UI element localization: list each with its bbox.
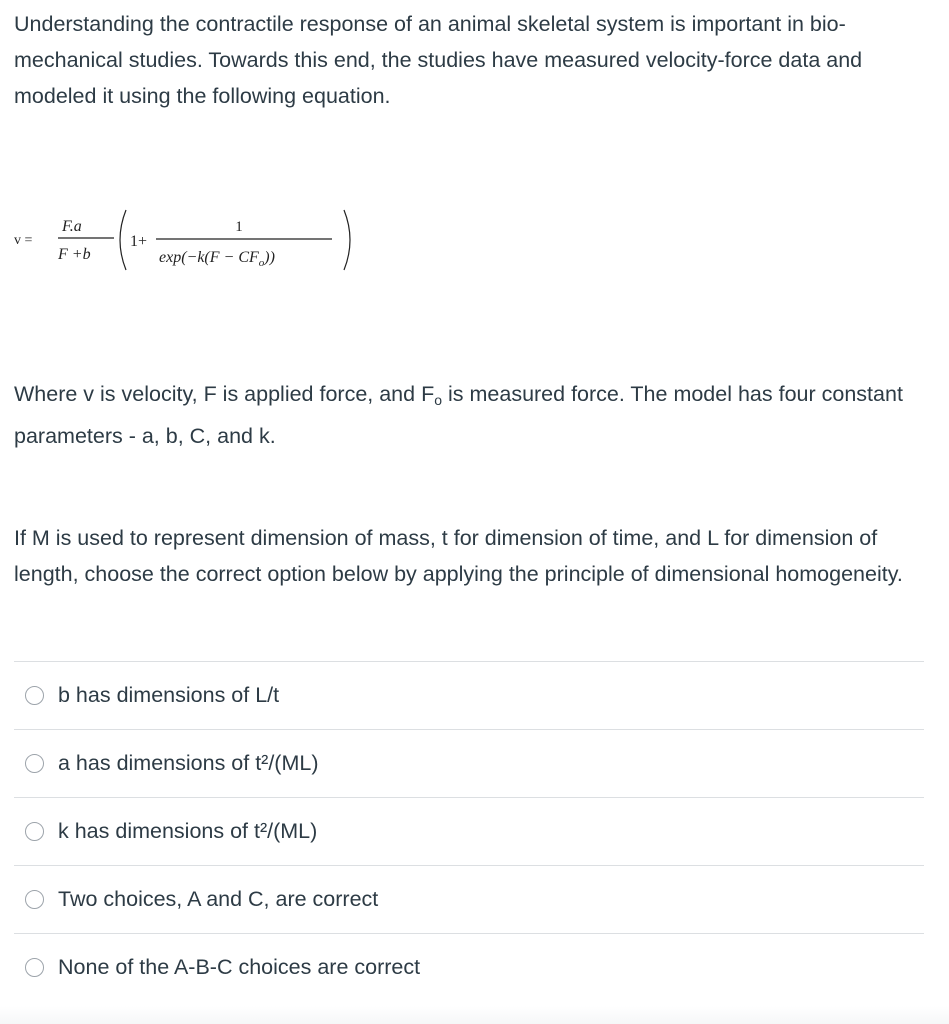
where-paragraph: [14, 376, 929, 454]
radio-button[interactable]: [25, 754, 44, 773]
question-text: [14, 6, 929, 114]
answer-option-d[interactable]: [14, 866, 924, 934]
equation-inner-numerator: 1: [235, 219, 243, 235]
answer-label[interactable]: a has dimensions of t²/(ML): [58, 751, 319, 775]
bottom-fade: [0, 1006, 949, 1024]
where-prefix: Where v is velocity, F is applied force, and F: [14, 382, 435, 406]
equation-denominator: F +b: [58, 246, 91, 263]
answer-option-c[interactable]: [14, 798, 924, 866]
equation-numerator: F.a: [62, 218, 82, 235]
dimensions-text: If M is used to represent dimension of mass, t for dimension of time, and L for dimension of length, choose the correct option below by applying the principle of dimensional homogeneity.: [14, 526, 903, 586]
answer-option-b[interactable]: [14, 730, 924, 798]
radio-button[interactable]: [25, 890, 44, 909]
dimensions-paragraph: [14, 520, 929, 592]
equation-right-paren: [344, 210, 350, 270]
equation-left-paren: [120, 210, 126, 270]
radio-button[interactable]: [25, 958, 44, 977]
question-intro: Understanding the contractile response of an animal skeletal system is important in bio-mechanical studies. Towards this end, the studies have measured velocity-force data and modeled it using the following equation.: [14, 12, 863, 108]
answer-option-e[interactable]: [14, 934, 924, 1001]
answer-label[interactable]: k has dimensions of t²/(ML): [58, 819, 318, 843]
velocity-equation: [14, 204, 374, 276]
answer-label[interactable]: None of the A-B-C choices are correct: [58, 955, 421, 979]
where-subscript: o: [434, 392, 443, 408]
answer-label[interactable]: Two choices, A and C, are correct: [58, 887, 379, 911]
answer-option-a[interactable]: [14, 662, 924, 730]
radio-button[interactable]: [25, 686, 44, 705]
where-suffix: is measured force. The model has four constant parameters - a, b, C, and k.: [14, 382, 903, 448]
equation-one-plus: 1+: [130, 233, 148, 250]
radio-button[interactable]: [25, 822, 44, 841]
equation-inner-denominator: $\exp(-k(F - CF_o))$: [159, 249, 275, 269]
answer-list: [14, 661, 924, 1001]
equation-graphic: [14, 204, 374, 276]
answer-label[interactable]: b has dimensions of L/t: [58, 683, 280, 707]
equation-lhs: v =: [14, 233, 33, 248]
